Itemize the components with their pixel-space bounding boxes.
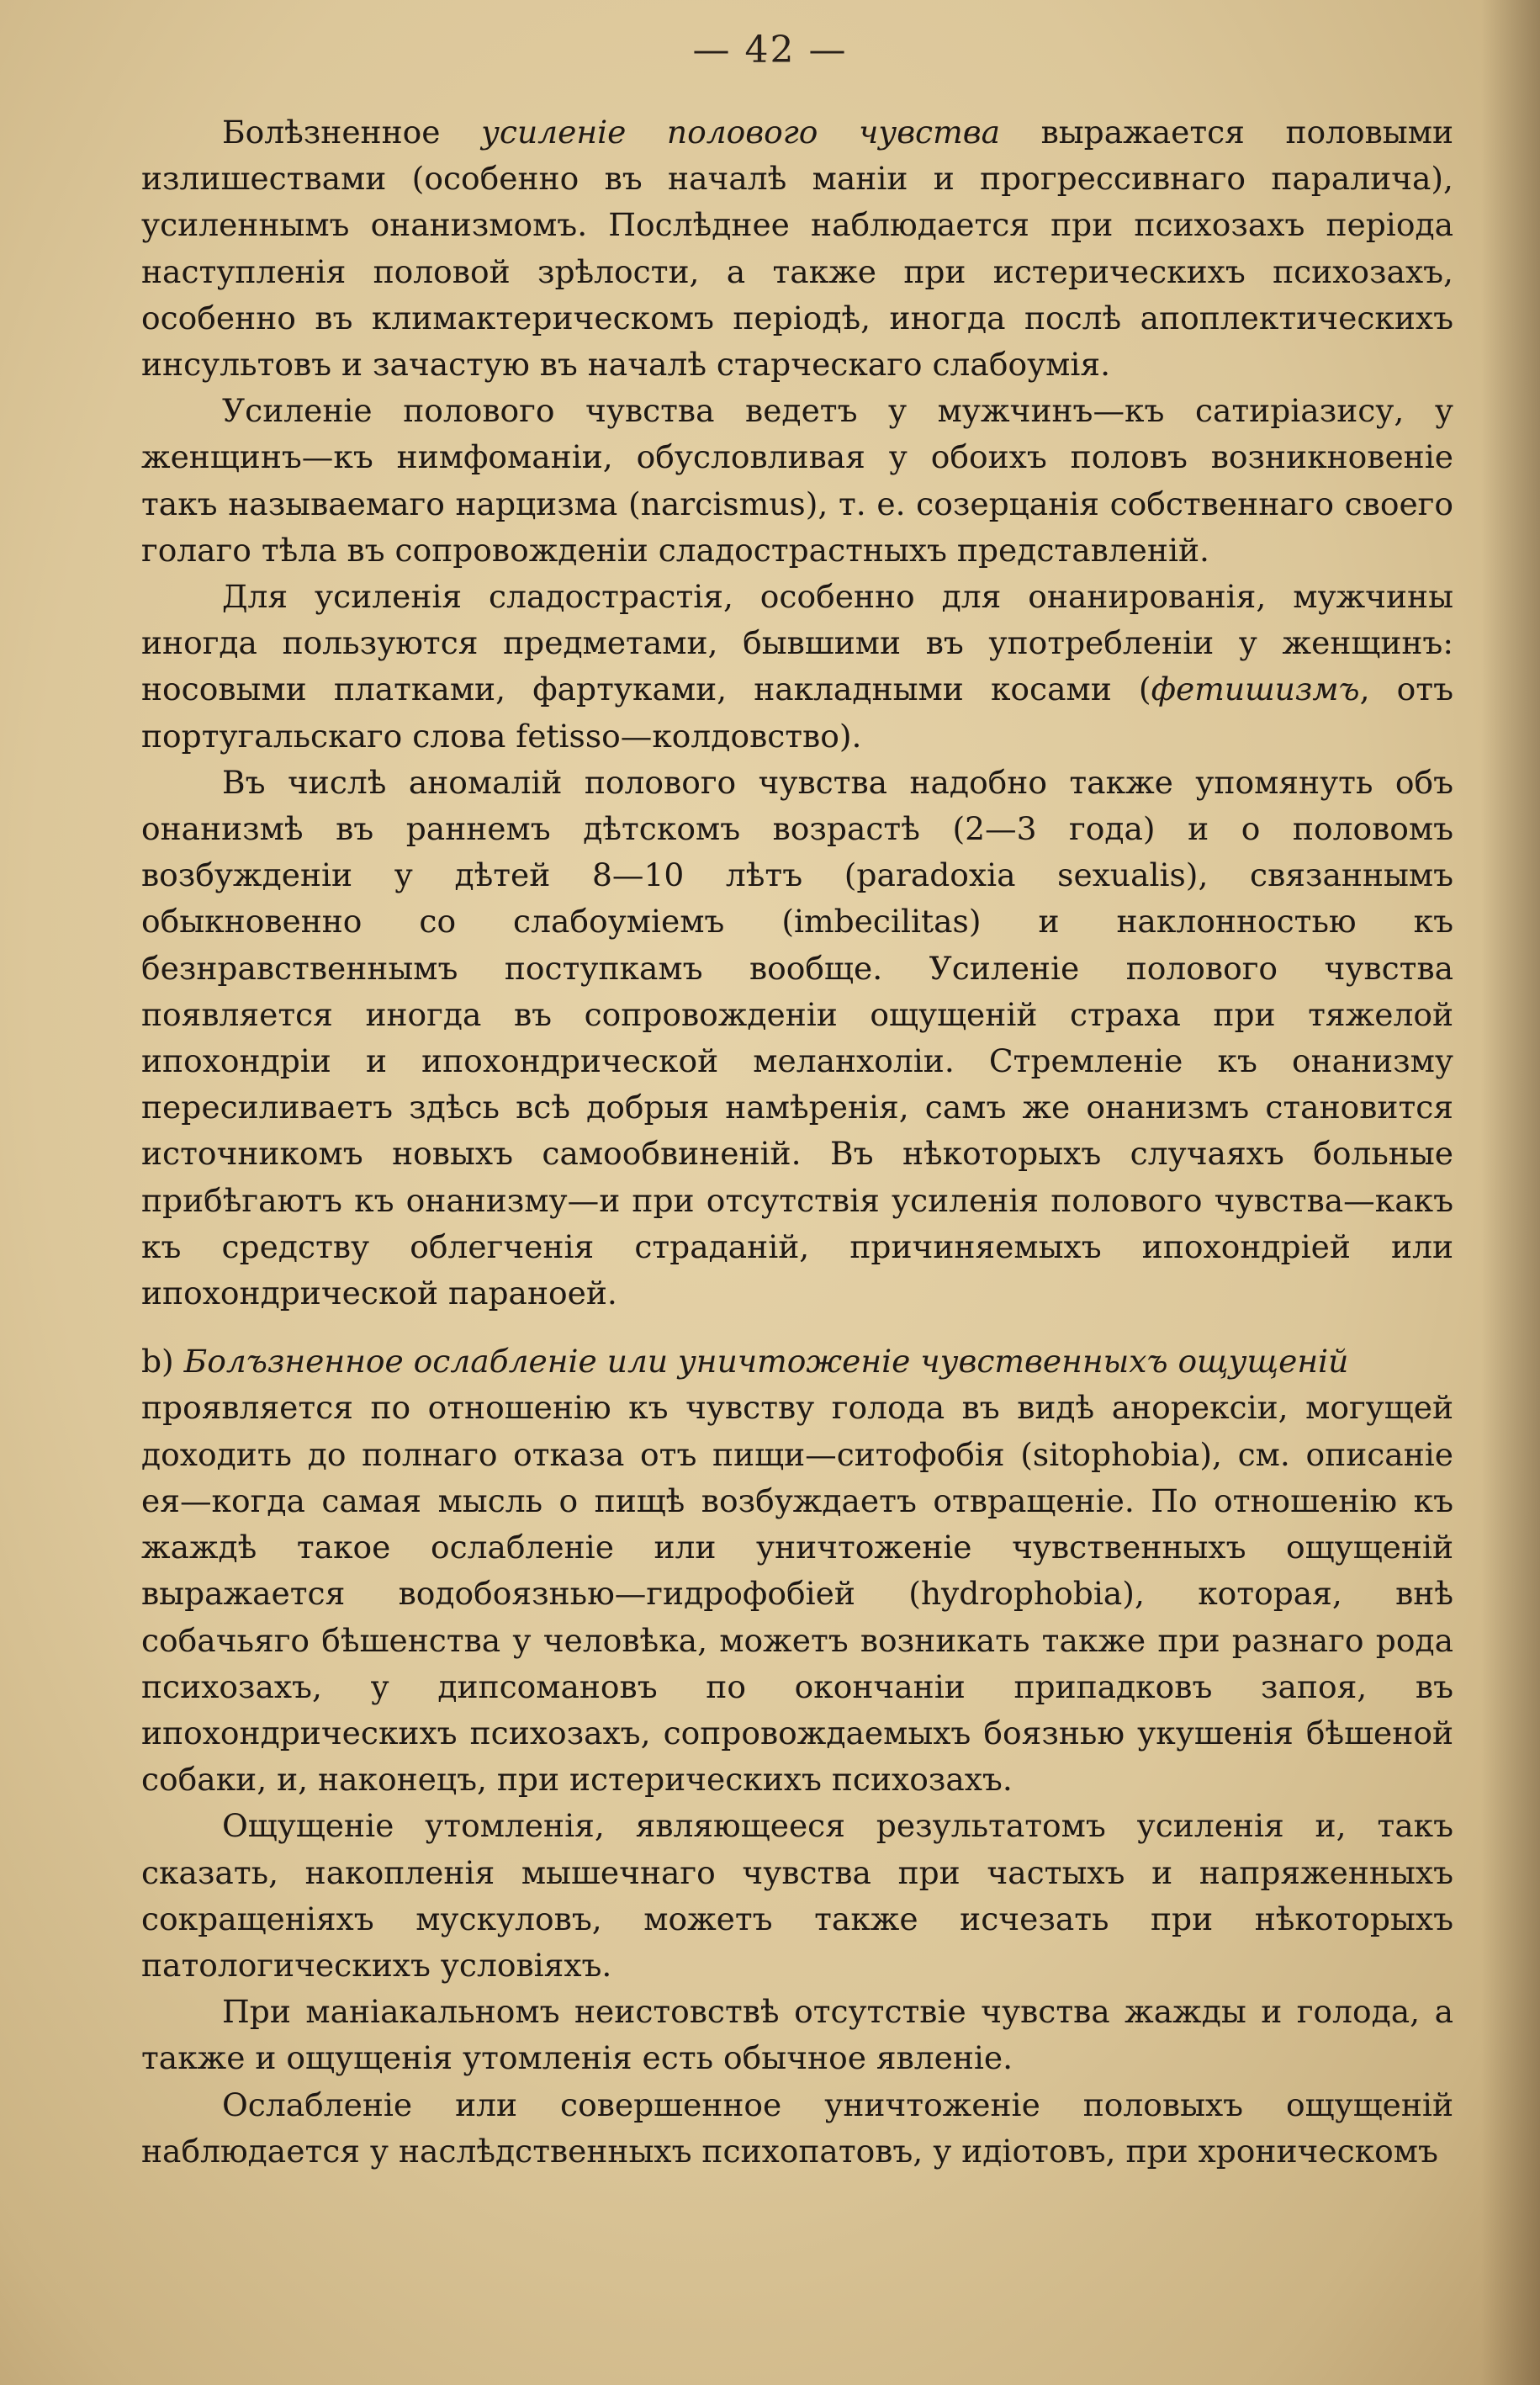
- page-edge-shadow: [1481, 0, 1540, 2385]
- page-number: — 42 —: [692, 29, 848, 72]
- body-text: [141, 109, 1453, 2175]
- section-b-heading: [141, 1338, 1453, 1385]
- paragraph-4: Въ числѣ аномалій полового чувства надобно также упомянуть объ онанизмѣ въ раннемъ дѣтскомъ возрастѣ (2—3 года) и о половомъ возбужденіи у дѣтей 8—10 лѣтъ (paradoxia sexualis), связаннымъ обыкновенно со слабоуміемъ (imbecilitas) и наклонностью къ безнравственнымъ поступкамъ вообще. Усиленіе полового чувства появляется иногда въ сопровожденіи ощущеній страха при тяжелой ипохондріи и ипохондрической меланхоліи. Стремленіе къ онанизму пересиливаетъ здѣсь всѣ добрыя намѣренія, самъ же онанизмъ становится источникомъ новыхъ самообвиненій. Въ нѣкоторыхъ случаяхъ больные прибѣгаютъ къ онанизму—и при отсутствія усиленія полового чувства—какъ къ средству облегченія страданій, причиняемыхъ ипохондріей или ипохондрической параноей.: [141, 763, 1453, 1312]
- italic-term: усиленіе полового чувства: [481, 114, 1001, 151]
- paragraph-2: Усиленіе полового чувства ведетъ у мужчинъ—къ сатиріазису, у женщинъ—къ нимфоманіи, обусловливая у обоихъ половъ возникновеніе такъ называемаго нарцизма (narcismus), т. е. созерцанія собственнаго своего голаго тѣла въ сопровожденіи сладострастныхъ представленій.: [141, 392, 1453, 569]
- section-title: Болъзненное ослабленіе или уничтоженіе чувственныхъ ощущеній: [183, 1343, 1349, 1381]
- paragraph-6: При маніакальномъ неистовствѣ отсутствіе чувства жажды и голода, а также и ощущенія утомленія есть обычное явленіе.: [141, 1993, 1453, 2077]
- paragraph-5: Ощущеніе утомленія, являющееся результатомъ усиленія и, такъ сказать, накопленія мышечнаго чувства при частыхъ и напряженныхъ сокращеніяхъ мускуловъ, можетъ также исчезать при нѣкоторыхъ патологическихъ условіяхъ.: [141, 1807, 1453, 1984]
- paragraph-3: Для усиленія сладострастія, особенно для онанированія, мужчины иногда пользуются предметами, бывшими въ употребленіи у женщинъ: носовыми платками, фартуками, накладными косами (фетишизмъ, отъ португальскаго слова fetisso—колдовство).: [141, 578, 1453, 755]
- paragraph-7: Ослабленіе или совершенное уничтоженіе половыхъ ощущеній наблюдается у наслѣдственныхъ психопатовъ, у идіотовъ, при хроническомъ: [141, 2086, 1453, 2170]
- section-label: b): [141, 1343, 184, 1381]
- italic-term: фетишизмъ: [1151, 670, 1360, 708]
- paragraph-1: Болѣзненное усиленіе полового чувства выражается половыми излишествами (особенно въ началѣ маніи и прогрессивнаго паралича), усиленнымъ онанизмомъ. Послѣднее наблюдается при психозахъ періода наступленія половой зрѣлости, а также при истерическихъ психозахъ, особенно въ климактерическомъ періодѣ, иногда послѣ апоплектическихъ инсультовъ и зачастую въ началѣ старческаго слабоумія.: [141, 114, 1453, 384]
- section-b-text: проявляется по отношенію къ чувству голода въ видѣ анорексіи, могущей доходить до полнаго отказа отъ пищи—ситофобія (sitophobia), см. описаніе ея—когда самая мысль о пищѣ возбуждаетъ отвращеніе. По отношенію къ жаждѣ такое ослабленіе или уничтоженіе чувственныхъ ощущеній выражается водобоязнью—гидрофобіей (hydrophobia), которая, внѣ собачьяго бѣшенства у человѣка, можетъ возникать также при разнаго рода психозахъ, у дипсомановъ по окончаніи припадковъ запоя, въ ипохондрическихъ психозахъ, сопровождаемыхъ боязнью укушенія бѣшеной собаки, и, наконецъ, при истерическихъ психозахъ.: [141, 1389, 1453, 1799]
